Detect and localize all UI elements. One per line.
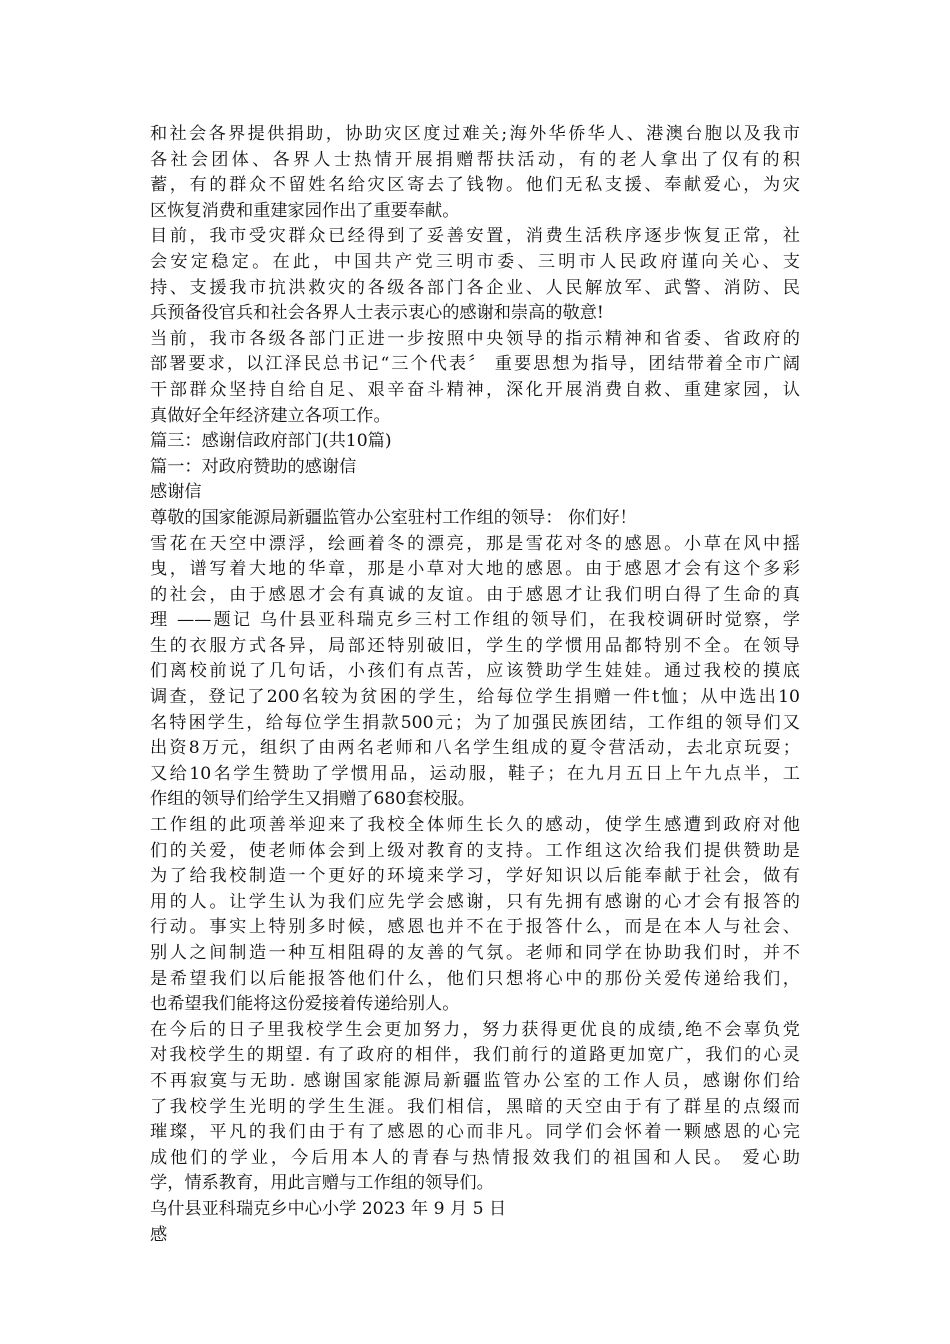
text-line: 兵预备役官兵和社会各界人士表示衷心的感谢和崇高的敬意! xyxy=(150,303,604,324)
text-line: 们离校前说了几句话，小孩们有点苦，应该赞助学生娃娃。通过我校的摸底 xyxy=(150,661,800,682)
text-line: 别人之间制造一种互相阻碍的友善的气氛。老师和同学在协助我们时，并不 xyxy=(150,943,800,963)
text-line: 持、支援我市抗洪救灾的各级各部门各企业、人民解放军、武警、消防、民 xyxy=(150,277,800,298)
text-line: 名特困学生，给每位学生捐款500元；为了加强民族团结，工作组的领导们又 xyxy=(150,712,800,733)
text-line: 目前，我市受灾群众已经得到了妥善安置，消费生活秩序逐步恢复正常，社 xyxy=(150,226,800,247)
text-line: 为了给我校制造一个更好的环境来学习，学好知识以后能奉献于社会，做有 xyxy=(150,866,800,887)
text-line: 理 ——题记 乌什县亚科瑞克乡三村工作组的领导们，在我校调研时觉察，学 xyxy=(150,610,800,631)
text-line: 作组的领导们给学生又捐赠了680套校服。 xyxy=(150,789,475,810)
text-line: 调查，登记了200名较为贫困的学生，给每位学生捐赠一件t恤；从中选出10 xyxy=(150,687,800,708)
text-line: 当前，我市各级各部门正进一步按照中央领导的指示精神和省委、省政府的 xyxy=(150,328,800,349)
text-line: 又给10名学生赞助了学惯用品，运动服，鞋子；在九月五日上午九点半，工 xyxy=(150,763,800,784)
text-line: 也希望我们能将这份爱接着传递给别人。 xyxy=(150,994,460,1015)
text-line: 和社会各界提供捐助，协助灾区度过难关;海外华侨华人、港澳台胞以及我市 xyxy=(150,124,800,144)
text-line: 工作组的此项善举迎来了我校全体师生长久的感动，使学生感遭到政府对他 xyxy=(150,815,800,836)
text-line: 尊敬的国家能源局新疆监管办公室驻村工作组的领导： 你们好！ xyxy=(150,507,637,528)
text-line: 会安定稳定。在此，中国共产党三明市委、三明市人民政府谨向关心、支 xyxy=(150,251,800,272)
text-line: 篇三：感谢信政府部门(共10篇) xyxy=(150,431,392,452)
text-line: 用的人。让学生认为我们应先学会感谢，只有先拥有感谢的心才会有报答的 xyxy=(150,891,800,912)
text-line: 各社会团体、各界人士热情开展捐赠帮扶活动，有的老人拿出了仅有的积 xyxy=(150,149,800,170)
text-line: 曳，谱写着大地的华章，那是小草对大地的感恩。由于感恩才会有这个多彩 xyxy=(150,559,800,580)
text-line: 部署要求，以江泽民总书记“三个代表〞 重要思想为指导，团结带着全市广阔 xyxy=(150,354,800,375)
text-line: 真做好全年经济建立各项工作。 xyxy=(150,405,391,426)
text-line: 不再寂寞与无助. 感谢国家能源局新疆监管办公室的工作人员，感谢你们给 xyxy=(150,1070,800,1091)
text-line: 生的衣服方式各异，局部还特别破旧，学生的学惯用品都特别不全。在领导 xyxy=(150,635,800,656)
text-line: 是希望我们以后能报答他们什么，他们只想将心中的那份关爱传递给我们， xyxy=(150,968,800,989)
text-line: 对我校学生的期望. 有了政府的相伴，我们前行的道路更加宽广，我们的心灵 xyxy=(150,1045,800,1066)
text-line: 成他们的学业，今后用本人的青春与热情报效我们的祖国和人民。 爱心助 xyxy=(150,1147,800,1168)
text-line: 感谢信 xyxy=(150,482,202,503)
text-line: 的社会，由于感恩才会有真诚的友谊。由于感恩才让我们明白得了生命的真 xyxy=(150,584,800,605)
text-line: 在今后的日子里我校学生会更加努力，努力获得更优良的成绩,绝不会辜负党 xyxy=(150,1019,800,1040)
text-line: 了我校学生光明的学生生涯。我们相信，黑暗的天空由于有了群星的点缀而 xyxy=(150,1096,800,1117)
text-line: 出资8万元，组织了由两名老师和八名学生组成的夏令营活动，去北京玩耍； xyxy=(150,738,800,759)
text-line: 区恢复消费和重建家园作出了重要奉献。 xyxy=(150,200,460,221)
text-line: 感 xyxy=(150,1224,168,1245)
text-line: 璀璨，平凡的我们由于有了感恩的心而非凡。同学们会怀着一颗感恩的心完 xyxy=(150,1122,800,1143)
text-line: 干部群众坚持自给自足、艰辛奋斗精神，深化开展消费自救、重建家园，认 xyxy=(150,379,800,400)
document-body xyxy=(150,122,800,1248)
text-line: 篇一：对政府赞助的感谢信 xyxy=(150,456,357,477)
text-line: 行动。事实上特别多时候，感恩也并不在于报答什么，而是在本人与社会、 xyxy=(150,917,800,938)
text-line: 雪花在天空中漂浮，绘画着冬的漂亮，那是雪花对冬的感恩。小草在风中摇 xyxy=(150,533,800,554)
text-line: 蓄，有的群众不留姓名给灾区寄去了钱物。他们无私支援、奉献爱心，为灾 xyxy=(150,175,800,196)
text-line: 们的关爱，使老师体会到上级对教育的支持。工作组这次给我们提供赞助是 xyxy=(150,840,800,861)
text-line: 乌什县亚科瑞克乡中心小学 2023 年 9 月 5 日 xyxy=(150,1198,507,1219)
text-line: 学，情系教育，用此言赠与工作组的领导们。 xyxy=(150,1173,494,1194)
